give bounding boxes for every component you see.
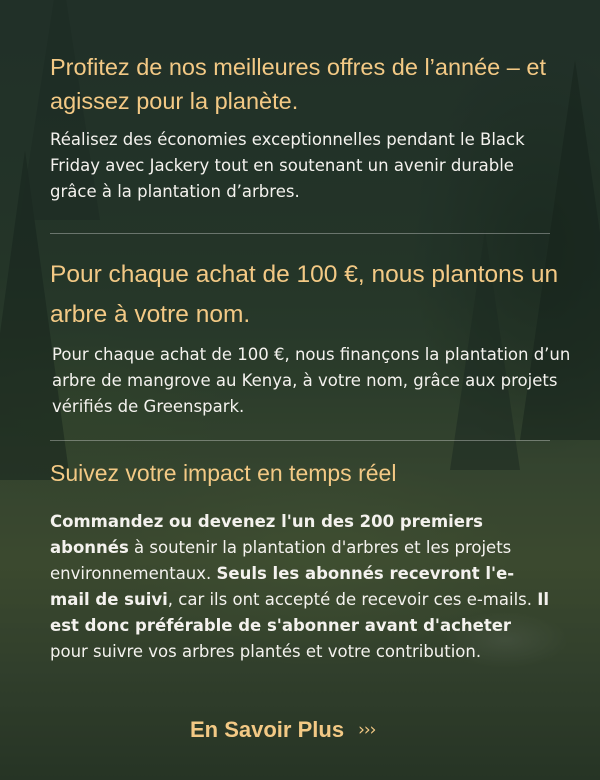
triple-chevron-right-icon: ›››: [358, 720, 376, 740]
planting-heading: Pour chaque achat de 100 €, nous plantons un arbre à votre nom.: [50, 261, 559, 328]
section-divider: [50, 440, 550, 441]
section-divider: [50, 233, 550, 234]
planting-text: Pour chaque achat de 100 €, nous finançons la plantation d’un arbre de mangrove au Kenya, à votre nom, grâce aux projets vérifiés de Greenspark.: [52, 345, 571, 416]
tracking-text-bold: Commandez ou devenez l'un des 200 premiers abonnés: [50, 512, 483, 557]
tracking-text-bold: Seuls les abonnés recevront l'e-mail de suivi: [50, 564, 515, 609]
offers-text: Réalisez des économies exceptionnelles pendant le Black Friday avec Jackery tout en soutenant un avenir durable grâce à la plantation d’arbres.: [50, 130, 525, 201]
offers-heading: Profitez de nos meilleures offres de l’année – et agissez pour la planète.: [50, 54, 546, 114]
learn-more-label: En Savoir Plus: [190, 717, 345, 742]
learn-more-link[interactable]: [190, 713, 375, 747]
tracking-text-regular: , car ils ont accepté de recevoir ces e-mails.: [167, 590, 538, 609]
tracking-heading: Suivez votre impact en temps réel: [50, 460, 397, 486]
tracking-text-regular: pour suivre vos arbres plantés et votre contribution.: [50, 642, 482, 661]
tracking-text: [50, 509, 550, 665]
tracking-text-regular: à soutenir la plantation d'arbres et les projets environnementaux.: [50, 538, 512, 583]
tracking-text-bold: Il est donc préférable de s'abonner avant d'acheter: [50, 590, 550, 635]
